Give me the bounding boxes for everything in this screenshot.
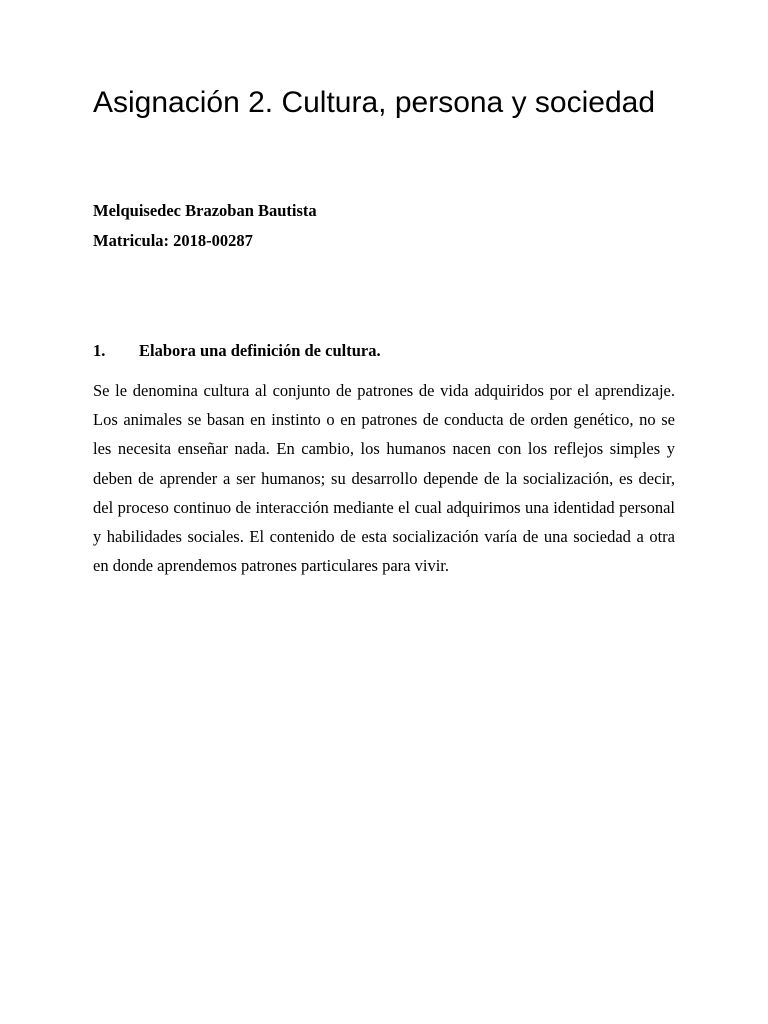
student-id: Matricula: 2018-00287 (93, 231, 253, 250)
document-title: Asignación 2. Cultura, persona y sociedad (93, 86, 656, 119)
question-number: 1. (93, 341, 106, 360)
author-name: Melquisedec Brazoban Bautista (93, 201, 317, 220)
question-heading (93, 341, 675, 361)
answer-paragraph: Se le denomina cultura al conjunto de patrones de vida adquiridos por el aprendizaje. Los animales se basan en instinto o en patrones de conducta de orden genético, no se les necesita enseñar nada. En cambio, los humanos nacen con los reflejos simples y deben de aprender a ser humanos; su desarrollo depende de la socialización, es decir, del proceso continuo de interacción mediante el cual adquirimos una identidad personal y habilidades sociales. El contenido de esta socialización varía de una sociedad a otra en donde aprendemos patrones particulares para vivir. (93, 381, 675, 576)
question-text: Elabora una definición de cultura. (139, 341, 381, 360)
